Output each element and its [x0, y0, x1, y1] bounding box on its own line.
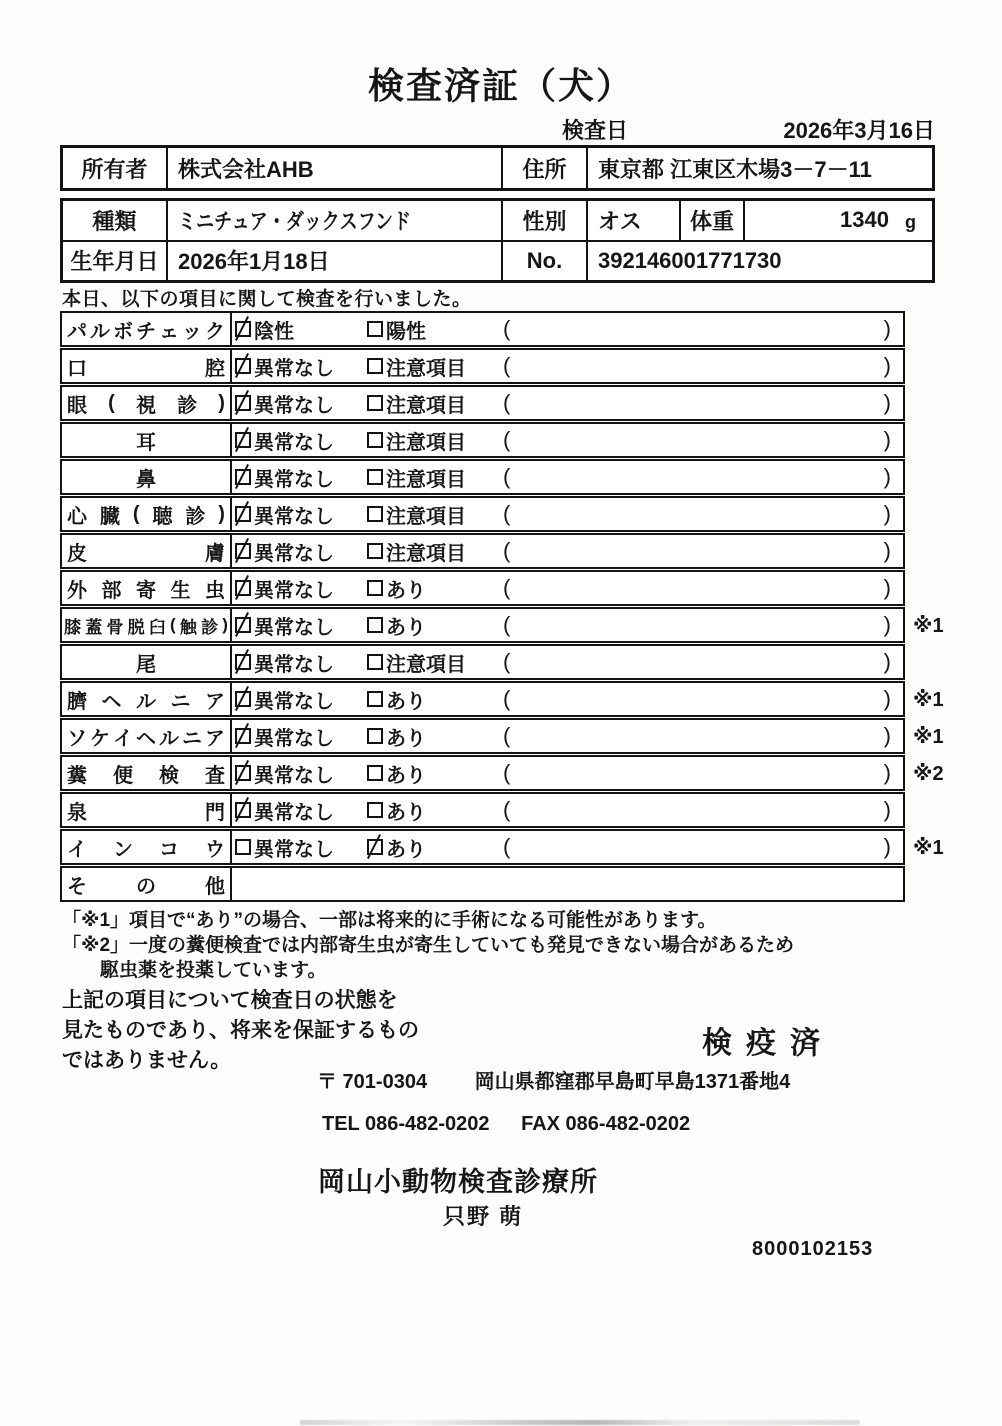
inspection-row: [60, 644, 905, 680]
option-2-label: 注意項目: [386, 394, 466, 417]
item-label: 糞 便 検 査: [62, 757, 232, 789]
option-1-label: 異常なし: [254, 653, 334, 676]
checkbox-icon: [235, 839, 251, 855]
disclaimer-line-3: ではありません。: [62, 1049, 232, 1072]
options-cell: [232, 313, 903, 345]
breed-label: 種類: [63, 201, 168, 240]
option-2-label: あり: [386, 764, 426, 787]
inspection-row: [60, 348, 905, 384]
option-1: [235, 535, 334, 567]
option-2: [367, 313, 426, 345]
paren-close: ): [883, 612, 891, 637]
options-cell: [232, 720, 903, 752]
inspection-date-value: 2026年3月16日: [783, 118, 935, 143]
inspection-row: [60, 755, 944, 791]
option-2-label: 注意項目: [386, 431, 466, 454]
option-2-label: 注意項目: [386, 653, 466, 676]
breed-value: [168, 201, 503, 240]
option-2: [367, 572, 426, 604]
footnote-mark: ※1: [913, 725, 944, 748]
paren-open: (: [503, 612, 511, 637]
option-1-label: 異常なし: [254, 579, 334, 602]
option-1: [235, 757, 334, 789]
checkbox-icon: [235, 765, 251, 781]
inspection-row: [60, 681, 944, 717]
item-label: パ ル ボ チ ェ ッ ク: [62, 313, 232, 345]
inspection-row: [60, 385, 905, 421]
item-label: 鼻: [62, 461, 232, 493]
paren-open: (: [503, 464, 511, 489]
paren-open: (: [503, 538, 511, 563]
option-2: [367, 424, 466, 456]
inspection-row: [60, 607, 944, 643]
option-1: [235, 461, 334, 493]
paren-close: ): [883, 649, 891, 674]
options-cell: [232, 535, 903, 567]
paren-close: ): [883, 501, 891, 526]
option-2-label: あり: [386, 616, 426, 639]
options-cell: [232, 609, 903, 641]
intro-text: 本日、以下の項目に関して検査を行いました。: [62, 289, 472, 310]
item-label: 外 部 寄 生 虫: [62, 572, 232, 604]
item-label: イ ン コ ウ: [62, 831, 232, 863]
option-2-label: あり: [386, 838, 426, 861]
checkbox-icon: [367, 506, 383, 522]
checkbox-icon: [367, 432, 383, 448]
footnote-2-continued: 駆虫薬を投薬しています。: [100, 960, 327, 981]
item-label: ソ ケ イ ヘ ル ニ ア: [62, 720, 232, 752]
option-1: [235, 424, 334, 456]
paren-close: ): [883, 760, 891, 785]
options-cell: [232, 424, 903, 456]
option-1: [235, 831, 334, 863]
checkbox-icon: [235, 728, 251, 744]
checkbox-icon: [235, 617, 251, 633]
option-1-label: 陰性: [254, 320, 294, 343]
paren-open: (: [503, 316, 511, 341]
checkbox-icon: [367, 728, 383, 744]
item-label: 尾: [62, 646, 232, 678]
paren-close: ): [883, 538, 891, 563]
weight-label: 体重: [681, 201, 745, 240]
paren-open: (: [503, 760, 511, 785]
option-2-label: 陽性: [386, 320, 426, 343]
item-label: 膝 蓋 骨 脱 臼 ( 触 診 ): [62, 609, 232, 641]
clinic-tel-row: [322, 1113, 690, 1136]
option-1-label: 異常なし: [254, 764, 334, 787]
checkbox-icon: [235, 358, 251, 374]
checkbox-icon: [235, 580, 251, 596]
clinic-postal: 〒 701-0304: [317, 1071, 428, 1093]
option-1: [235, 720, 334, 752]
option-2: [367, 646, 466, 678]
paren-open: (: [503, 427, 511, 452]
paren-open: (: [503, 501, 511, 526]
option-2-label: 注意項目: [386, 357, 466, 380]
checkbox-icon: [235, 691, 251, 707]
owner-table: [60, 145, 935, 191]
options-cell: [232, 498, 903, 530]
no-label: No.: [503, 242, 588, 281]
inspection-row: [60, 718, 944, 754]
inspection-row: [60, 422, 905, 458]
inspection-table: [60, 311, 944, 903]
option-2-label: あり: [386, 690, 426, 713]
option-2-label: 注意項目: [386, 542, 466, 565]
paren-close: ): [883, 723, 891, 748]
owner-value: 株式会社AHB: [168, 148, 503, 188]
options-cell: [232, 683, 903, 715]
checkbox-icon: [235, 543, 251, 559]
inspection-row: [60, 459, 905, 495]
weight-unit: g: [905, 211, 916, 232]
item-label: 心 臓 ( 聴 診 ): [62, 498, 232, 530]
checkbox-icon: [367, 469, 383, 485]
checkbox-icon: [367, 839, 383, 855]
options-cell: [232, 461, 903, 493]
weight-value: 1340: [840, 207, 889, 233]
paren-open: (: [503, 390, 511, 415]
clinic-fax: FAX 086-482-0202: [521, 1113, 691, 1135]
inspection-row: [60, 570, 905, 606]
animal-table: [60, 198, 935, 283]
option-1: [235, 350, 334, 382]
option-2-label: 注意項目: [386, 468, 466, 491]
footnotes: [62, 908, 794, 983]
option-2: [367, 794, 426, 826]
inspection-row: [60, 829, 944, 865]
paren-close: ): [883, 353, 891, 378]
checkbox-icon: [367, 358, 383, 374]
paren-close: ): [883, 834, 891, 859]
clinic-tel: TEL 086-482-0202: [322, 1113, 490, 1135]
checkbox-icon: [367, 654, 383, 670]
paren-close: ): [883, 464, 891, 489]
option-1: [235, 387, 334, 419]
option-2: [367, 831, 426, 863]
inspection-row: [60, 496, 905, 532]
option-1: [235, 794, 334, 826]
paren-open: (: [503, 834, 511, 859]
animal-table-row-2: [63, 240, 932, 281]
checkbox-icon: [235, 395, 251, 411]
birth-value: 2026年1月18日: [168, 242, 503, 281]
option-1-label: 異常なし: [254, 801, 334, 824]
inspection-row: [60, 533, 905, 569]
option-1-label: 異常なし: [254, 394, 334, 417]
paren-close: ): [883, 686, 891, 711]
option-1: [235, 313, 294, 345]
checkbox-icon: [367, 765, 383, 781]
options-cell: [232, 757, 903, 789]
footnote-2: 「※2」一度の糞便検査では内部寄生虫が寄生していても発見できない場合があるため: [62, 935, 795, 956]
options-cell: [232, 794, 903, 826]
breed-value-text: ミニチュア・ダックスフンド: [178, 208, 412, 234]
paren-close: ): [883, 390, 891, 415]
owner-label: 所有者: [63, 148, 168, 188]
checkbox-icon: [235, 802, 251, 818]
options-cell: [232, 572, 903, 604]
paren-open: (: [503, 649, 511, 674]
checkbox-icon: [235, 506, 251, 522]
veterinarian-name: 只野 萌: [443, 1204, 524, 1229]
weight-cell: [745, 201, 932, 240]
sex-label: 性別: [503, 201, 588, 240]
option-1-label: 異常なし: [254, 690, 334, 713]
item-label: 耳: [62, 424, 232, 456]
paren-open: (: [503, 797, 511, 822]
option-2: [367, 683, 426, 715]
option-1: [235, 683, 334, 715]
sex-value: オス: [588, 201, 681, 240]
no-value: 392146001771730: [598, 247, 782, 273]
option-1-label: 異常なし: [254, 727, 334, 750]
item-label: 口 腔: [62, 350, 232, 382]
footnote-mark: ※1: [913, 836, 944, 859]
checkbox-icon: [367, 543, 383, 559]
disclaimer-line-1: 上記の項目について検査日の状態を: [62, 989, 398, 1012]
option-2: [367, 757, 426, 789]
option-1-label: 異常なし: [254, 431, 334, 454]
inspection-row: [60, 866, 905, 902]
checkbox-icon: [235, 469, 251, 485]
option-2-label: あり: [386, 801, 426, 824]
clinic-name: 岡山小動物検査診療所: [318, 1167, 598, 1197]
paren-close: ): [883, 316, 891, 341]
checkbox-icon: [367, 321, 383, 337]
option-2: [367, 535, 466, 567]
animal-table-row-1: [63, 201, 932, 240]
footnote-mark: ※2: [913, 762, 944, 785]
item-label: 皮 膚: [62, 535, 232, 567]
inspection-row: [60, 311, 905, 347]
option-2: [367, 609, 426, 641]
option-1-label: 異常なし: [254, 616, 334, 639]
option-1-label: 異常なし: [254, 505, 334, 528]
option-2-label: あり: [386, 579, 426, 602]
options-cell: [232, 387, 903, 419]
option-1: [235, 609, 334, 641]
scan-artifact: [300, 1420, 860, 1425]
option-1-label: 異常なし: [254, 838, 334, 861]
option-1-label: 異常なし: [254, 357, 334, 380]
disclaimer-line-2: 見たものであり、将来を保証するもの: [62, 1019, 419, 1042]
item-label: 臍 ヘ ル ニ ア: [62, 683, 232, 715]
address-label: 住所: [503, 148, 588, 188]
paren-open: (: [503, 353, 511, 378]
options-cell: [232, 350, 903, 382]
paren-open: (: [503, 575, 511, 600]
footnote-1: 「※1」項目で“あり”の場合、一部は将来的に手術になる可能性があります。: [62, 910, 717, 931]
checkbox-icon: [367, 802, 383, 818]
options-cell: [232, 868, 903, 900]
option-2: [367, 498, 466, 530]
birth-label: 生年月日: [63, 242, 168, 281]
option-2-label: あり: [386, 727, 426, 750]
checkbox-icon: [235, 432, 251, 448]
paren-close: ): [883, 797, 891, 822]
checkbox-icon: [367, 691, 383, 707]
serial-number: 8000102153: [752, 1238, 874, 1260]
paren-open: (: [503, 686, 511, 711]
option-1: [235, 498, 334, 530]
paren-close: ): [883, 575, 891, 600]
option-2: [367, 350, 466, 382]
option-2-label: 注意項目: [386, 505, 466, 528]
options-cell: [232, 646, 903, 678]
option-1: [235, 646, 334, 678]
clinic-postal-row: [317, 1065, 790, 1094]
page-title: 検査済証（犬）: [367, 65, 634, 106]
checkbox-icon: [235, 321, 251, 337]
option-2: [367, 387, 466, 419]
item-label: 眼 ( 視 診 ): [62, 387, 232, 419]
option-1-label: 異常なし: [254, 542, 334, 565]
options-cell: [232, 831, 903, 863]
option-2: [367, 720, 426, 752]
item-label: 泉 門: [62, 794, 232, 826]
paren-close: ): [883, 427, 891, 452]
item-label: そ の 他: [62, 868, 232, 900]
footnote-mark: ※1: [913, 688, 944, 711]
quarantine-stamp: 検疫済: [702, 1027, 834, 1060]
clinic-address: 岡山県都窪郡早島町早島1371番地4: [474, 1071, 791, 1093]
option-1-label: 異常なし: [254, 468, 334, 491]
checkbox-icon: [367, 617, 383, 633]
option-2: [367, 461, 466, 493]
footnote-mark: ※1: [913, 614, 944, 637]
paren-open: (: [503, 723, 511, 748]
checkbox-icon: [367, 580, 383, 596]
checkbox-icon: [367, 395, 383, 411]
inspection-date-label: 検査日: [562, 118, 629, 143]
checkbox-icon: [235, 654, 251, 670]
option-1: [235, 572, 334, 604]
inspection-row: [60, 792, 905, 828]
disclaimer: [62, 986, 419, 1076]
address-value: 東京都 江東区木場3－7－11: [598, 156, 872, 182]
